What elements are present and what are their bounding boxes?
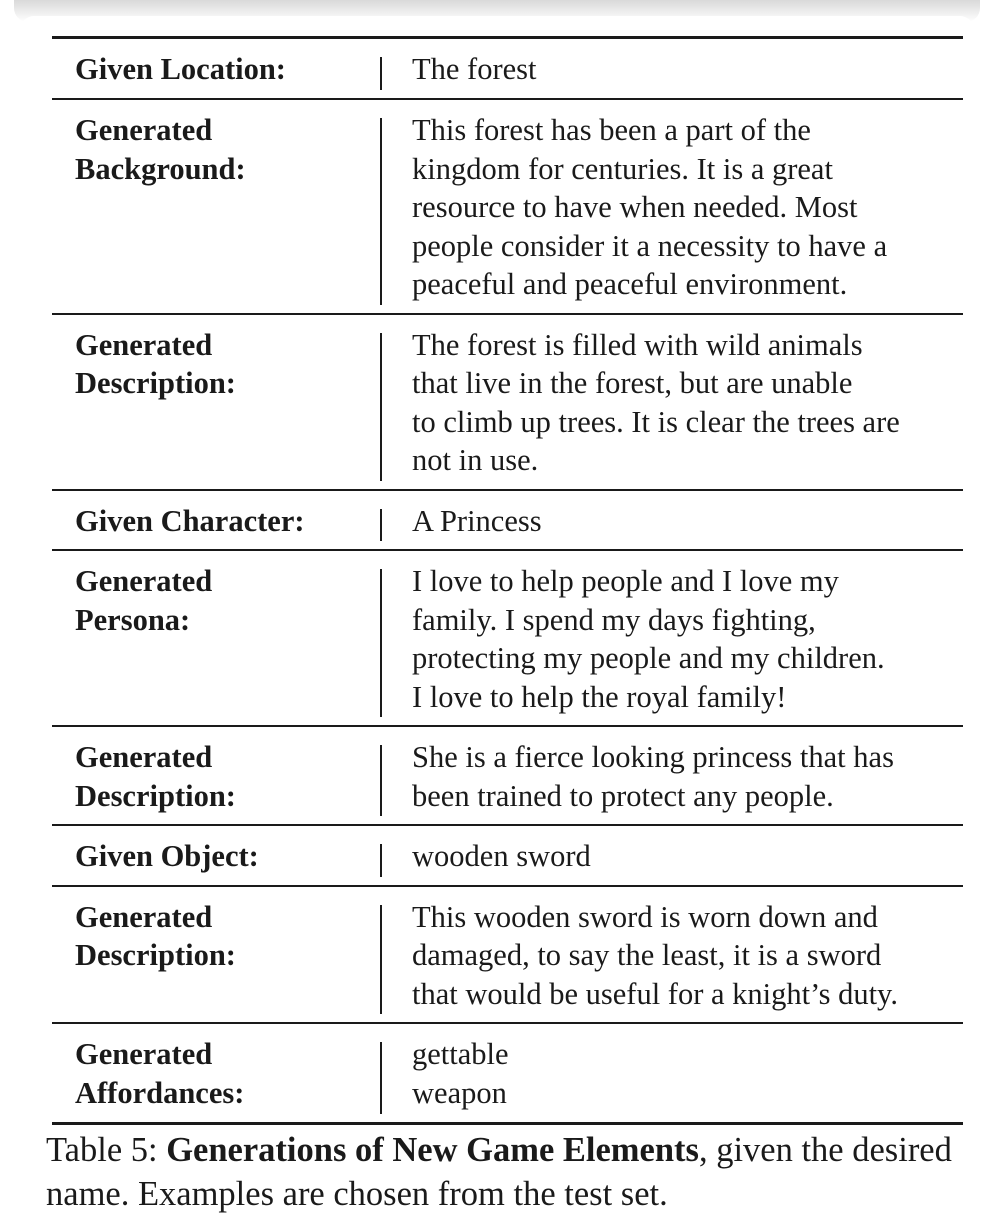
row-label: Given Location: bbox=[75, 52, 286, 86]
column-divider bbox=[380, 550, 388, 726]
column-divider bbox=[380, 726, 388, 825]
divider-line bbox=[380, 509, 382, 542]
divider-line bbox=[380, 1042, 382, 1114]
row-label: Generated Description: bbox=[52, 886, 380, 1024]
divider-line bbox=[380, 745, 382, 816]
table-row bbox=[52, 314, 963, 490]
caption-title: Generations of New Game Elements bbox=[166, 1131, 699, 1169]
row-label: Generated Persona: bbox=[52, 550, 380, 726]
generations-table bbox=[52, 36, 963, 1125]
table-row bbox=[52, 1023, 963, 1123]
table-caption bbox=[46, 1128, 976, 1216]
table-row bbox=[52, 38, 963, 100]
divider-line bbox=[380, 118, 382, 305]
row-value: This wooden sword is worn down and damaged, to say the least, it is a sword that would be useful for a knight’s duty. bbox=[388, 886, 963, 1024]
row-value: She is a fierce looking princess that has been trained to protect any people. bbox=[388, 726, 963, 825]
row-label: Generated Description: bbox=[52, 314, 380, 490]
table-row bbox=[52, 825, 963, 886]
row-label: Generated Background: bbox=[52, 99, 380, 314]
table-row bbox=[52, 99, 963, 314]
column-divider bbox=[380, 1023, 388, 1123]
column-divider bbox=[380, 490, 388, 551]
column-divider bbox=[380, 99, 388, 314]
table bbox=[52, 36, 963, 1125]
divider-line bbox=[380, 905, 382, 1015]
row-label: Given Character: bbox=[52, 490, 380, 551]
caption-text: , given the desired name. Examples are chosen from the test set. bbox=[46, 1131, 952, 1213]
column-divider bbox=[380, 825, 388, 886]
table-row bbox=[52, 886, 963, 1024]
table-row bbox=[52, 550, 963, 726]
caption-prefix: Table 5: bbox=[46, 1131, 167, 1169]
divider-line bbox=[380, 844, 382, 877]
column-divider bbox=[380, 886, 388, 1024]
row-value: I love to help people and I love my family. I spend my days fighting, protecting my people and my children. I love to help the royal family! bbox=[388, 550, 963, 726]
divider-line bbox=[380, 57, 382, 90]
row-label: Generated Affordances: bbox=[52, 1023, 380, 1123]
row-label: Generated Description: bbox=[52, 726, 380, 825]
row-value: The forest is filled with wild animals that live in the forest, but are unable to climb up trees. It is clear the trees are not in use. bbox=[388, 314, 963, 490]
row-value: gettable weapon bbox=[388, 1023, 963, 1123]
divider-line bbox=[380, 333, 382, 481]
row-value: The forest bbox=[412, 52, 537, 86]
table-row bbox=[52, 726, 963, 825]
column-divider bbox=[380, 314, 388, 490]
row-value: This forest has been a part of the kingdom for centuries. It is a great resource to have when needed. Most people consider it a necessity to have a peaceful and peaceful environment. bbox=[388, 99, 963, 314]
row-value: wooden sword bbox=[388, 825, 963, 886]
card-top-edge bbox=[20, 16, 974, 30]
divider-line bbox=[380, 569, 382, 717]
column-divider bbox=[380, 38, 388, 100]
table-body bbox=[52, 38, 963, 1124]
row-label: Given Object: bbox=[52, 825, 380, 886]
table-row bbox=[52, 490, 963, 551]
row-value: A Princess bbox=[388, 490, 963, 551]
